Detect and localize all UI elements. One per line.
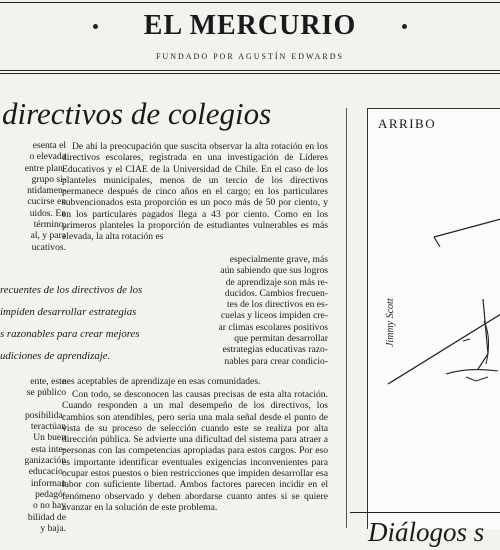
- pull-quote-line: s razonables para crear mejores: [0, 328, 140, 340]
- left-line: cucirse en: [27, 196, 66, 208]
- narrow-line: nables para crear condicio-: [224, 355, 328, 367]
- left-line: grupo si-: [31, 173, 66, 185]
- masthead-bottom-rule: [0, 70, 500, 71]
- left-line: ente, este: [30, 376, 66, 387]
- pull-quote: [0, 279, 180, 367]
- left-line: posibilida-: [24, 409, 66, 421]
- left-line: esenta el: [32, 140, 66, 151]
- left-line: esta inte-: [31, 443, 66, 455]
- narrow-line: especialmente grave, más: [229, 254, 328, 265]
- left-line: ucativos.: [31, 241, 66, 253]
- main-column-narrow: [196, 254, 328, 367]
- editorial-headline: directivos de colegios: [2, 96, 272, 131]
- narrow-line: cuelas y liceos impiden cre-: [220, 310, 328, 322]
- left-line: ntidamen-: [27, 185, 66, 197]
- left-line: y baja.: [40, 522, 66, 534]
- left-line: [0, 399, 66, 410]
- narrow-line: ducidos. Cambios frecuen-: [224, 287, 328, 299]
- left-line: informan: [30, 477, 66, 489]
- main-column-paragraph-1-end: [62, 376, 328, 387]
- cartoon-section-label: ARRIBO: [378, 116, 437, 131]
- next-article-headline: Diálogos s: [368, 517, 485, 547]
- narrow-line: estrategias educativas razo-: [222, 344, 328, 356]
- column-divider: [346, 108, 347, 528]
- masthead-top-rule: [0, 2, 500, 3]
- left-line: educacio-: [28, 466, 66, 478]
- pull-quote-line: impiden desarrollar estrategias: [0, 306, 137, 318]
- left-line: bilidad de: [27, 511, 66, 523]
- cartoon-panel: [367, 108, 500, 529]
- masthead-tagline: FUNDADO POR AGUSTÍN EDWARDS: [155, 52, 344, 61]
- left-line: o no hay: [32, 500, 66, 512]
- masthead-bottom-rule-2: [0, 73, 500, 74]
- narrow-line: tes de los directivos en es-: [227, 299, 328, 311]
- left-column-top: [0, 140, 66, 253]
- masthead-title: EL MERCURIO: [143, 10, 357, 41]
- left-line: teractúan: [30, 421, 66, 433]
- main-column-paragraph-2: [62, 389, 328, 513]
- narrow-line: ar climas escolares positivos: [218, 321, 328, 333]
- main-column-paragraph-1: [62, 141, 328, 243]
- pull-quote-line: recuentes de los directivos de los: [0, 284, 143, 296]
- bottom-rule: [350, 512, 500, 513]
- main-paragraph-1-end: nes aceptables de aprendizaje en esas comunidades.: [62, 376, 261, 387]
- pull-quote-line: udiciones de aprendizaje.: [0, 350, 111, 362]
- left-line: Un buen: [33, 432, 66, 444]
- main-paragraph-2: Con todo, se desconocen las causas precisas de esta alta rotación. Cuando responden a un mal desempeño de los directivos, los cambios son atendibles, pero sería una mala señal desde el punto de vista de su proceso de selección cuando este se realiza por alta dirección pública. Se advierte una dificultad del sistema para atraer a personas con las competencias apropiadas para estos cargos. Por eso es importante identificar eventuales exigencias inconvenientes para ocupar estos puestos o bien restricciones que impiden desarrollar esa labor con suficiente libertad. Ambos factores parecen incidir en el fenómeno observado y deben abordarse cuanto antes si se quiere avanzar en la solución de este problema.: [62, 389, 328, 513]
- left-line: pedagó-: [35, 488, 66, 500]
- left-column-bottom: [0, 376, 66, 534]
- narrow-line: que permitan desarrollar: [234, 333, 328, 345]
- left-line: o elevada: [29, 151, 66, 163]
- main-paragraph-1: De ahí la preocupación que suscita observar la alta rotación en los directivos escolares, registrada en una investigación de Líderes Educativos y el CIAE de la Universidad de Chile. En el caso de los planteles municipales, menos de un tercio de los directivos permanece después de cinco años en el cargo; en los particulares subvencionados esta proporción es un poco más de 50 por ciento, y en los particulares pagados llega a 43 por ciento. Como en los primeros planteles la proporción de estudiantes vulnerables es más elevada, la alta rotación es: [62, 141, 328, 243]
- narrow-line: de aprendizaje son más re-: [225, 276, 328, 288]
- left-line: uidos. En: [29, 207, 66, 219]
- masthead-dot-right: [402, 24, 407, 29]
- left-line: entre plan-: [24, 162, 66, 174]
- narrow-line: aún sabiendo que sus logros: [220, 265, 328, 277]
- left-line: al, y para: [30, 230, 66, 242]
- cartoonist-signature: Jimmy Scott: [385, 298, 396, 347]
- left-line: término,: [33, 219, 66, 231]
- cartoon-drawing: [368, 109, 500, 529]
- left-line: ganización: [24, 455, 66, 467]
- left-line: se público: [26, 387, 66, 399]
